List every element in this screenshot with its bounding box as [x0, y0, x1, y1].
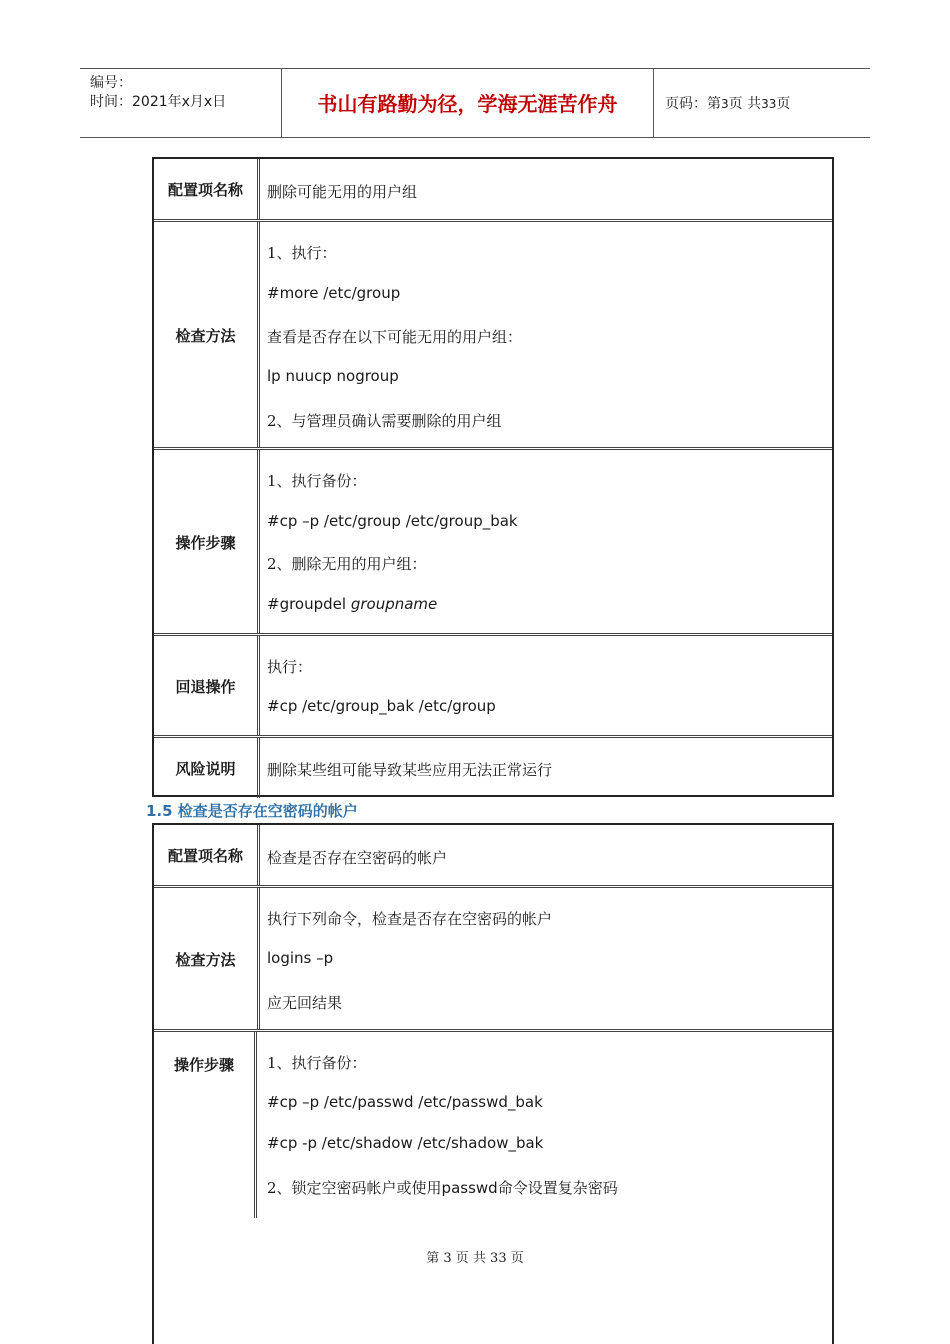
- ops-line: #cp –p /etc/group /etc/group_bak: [267, 512, 518, 530]
- label-operation-steps: 操作步骤: [154, 450, 260, 634]
- row-risk: [154, 735, 832, 798]
- page-header: [80, 68, 870, 138]
- row-check-method: [154, 219, 832, 448]
- check-line: lp nuucp nogroup: [267, 367, 399, 385]
- header-info-cell: [80, 69, 282, 137]
- check-line: 查看是否存在以下可能无用的用户组：: [267, 328, 523, 346]
- label-check-method: 检查方法: [154, 888, 260, 1030]
- ops-cmd: #groupdel: [267, 595, 351, 613]
- row-check-method: [154, 885, 832, 1030]
- ops-line: 1、执行备份：: [267, 1054, 367, 1072]
- check-line: 执行下列命令，检查是否存在空密码的帐户: [267, 910, 553, 928]
- config-name-value: 检查是否存在空密码的帐户: [267, 849, 448, 867]
- label-config-name: 配置项名称: [154, 159, 260, 219]
- ops-text-a: 2、锁定空密码帐户或使用: [267, 1179, 442, 1197]
- row-operation-steps: [154, 1029, 832, 1218]
- row-operation-steps: [154, 447, 832, 634]
- check-line: #more /etc/group: [267, 284, 401, 302]
- header-page-number: [665, 69, 790, 137]
- ops-line: #cp -p /etc/shadow /etc/shadow_bak: [267, 1134, 544, 1152]
- page-suffix: 页: [776, 96, 791, 112]
- rollback-line: 执行：: [267, 658, 313, 676]
- label-check-method: 检查方法: [154, 222, 260, 448]
- page-prefix: 页码：第: [665, 96, 721, 112]
- header-motto: 书山有路勤为径，学海无涯苦作舟: [282, 69, 654, 137]
- document-time: 时间：2021年x月x日: [90, 94, 227, 110]
- check-line: 1、执行：: [267, 244, 337, 262]
- section-heading: 1.5 检查是否存在空密码的帐户: [146, 802, 358, 820]
- row-config-name: [154, 825, 832, 885]
- check-line: logins –p: [267, 949, 334, 967]
- check-line: 2、与管理员确认需要删除的用户组: [267, 412, 502, 430]
- ops-text-c: 命令设置复杂密码: [497, 1179, 618, 1197]
- page-current: 3: [721, 97, 729, 111]
- row-rollback: [154, 633, 832, 736]
- label-operation-steps: 操作步骤: [154, 1032, 257, 1218]
- ops-line: [267, 1177, 618, 1198]
- ops-cmd-arg: groupname: [350, 595, 438, 613]
- page-mid: 页 共: [728, 96, 762, 112]
- label-rollback: 回退操作: [154, 636, 260, 736]
- config-table-1: [152, 157, 834, 797]
- rollback-line: #cp /etc/group_bak /etc/group: [267, 697, 496, 715]
- ops-line: [267, 595, 437, 613]
- page-total: 33: [761, 97, 777, 111]
- page-footer: 第 3 页 共 33 页: [426, 1251, 524, 1266]
- ops-cmd-passwd: passwd: [441, 1179, 498, 1197]
- ops-line: 2、删除无用的用户组：: [267, 555, 427, 573]
- ops-line: #cp –p /etc/passwd /etc/passwd_bak: [267, 1093, 543, 1111]
- document-number: 编号：: [90, 75, 132, 91]
- ops-line: 1、执行备份：: [267, 472, 367, 490]
- label-config-name: 配置项名称: [154, 825, 260, 885]
- risk-value: 删除某些组可能导致某些应用无法正常运行: [267, 761, 553, 779]
- config-name-value: 删除可能无用的用户组: [267, 183, 418, 201]
- label-risk: 风险说明: [154, 738, 260, 798]
- check-line: 应无回结果: [267, 994, 343, 1012]
- row-config-name: [154, 159, 832, 219]
